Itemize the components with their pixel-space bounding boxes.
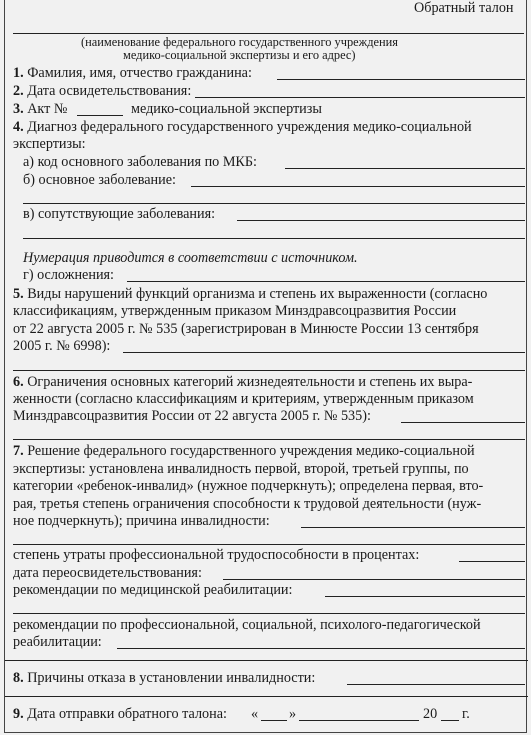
item-8-label: 8. Причины отказа в установлении инвалидности: [13,670,316,686]
item-4-label-line1: 4. Диагноз федерального государственного учреждения медико-социальной [13,119,472,135]
item-9-label: 9. Дата отправки обратного талона: [13,706,227,722]
other-rehab-label-line2: реабилитации: [13,634,102,650]
item-5-label-line4: 2005 г. № 6998): [13,338,111,354]
date-open-quote: « [251,706,259,722]
activity-limitations-field[interactable] [401,422,525,423]
item-7-label-line4: рая, третья степень ограничения способности к трудовой деятельности (нуж- [13,496,482,512]
item-5-label-line3: от 22 августа 2005 г. № 535 (зарегистрирован в Минюсте России 13 сентября [13,321,479,337]
function-impairments-field[interactable] [123,352,525,353]
disability-cause-field[interactable] [301,527,525,528]
year-suffix: г. [462,706,470,722]
form-title: Обратный талон [414,0,514,16]
item-6-label-line3: Минздравсоцразвития России от 22 августа 2005 г. № 535): [13,408,371,424]
item-7-label-line2: экспертизы: установлена инвалидность первой, второй, третьей группы, по [13,461,469,477]
complications-field[interactable] [127,281,525,282]
item-4g-label: г) осложнения: [23,267,114,283]
medical-rehab-field-cont[interactable] [13,613,525,614]
send-day-field[interactable] [261,720,287,721]
main-disease-field-cont[interactable] [23,203,525,204]
exam-date-field[interactable] [195,97,525,98]
disability-cause-field-cont[interactable] [13,544,525,545]
concomitant-diseases-field[interactable] [237,220,525,221]
act-number-field[interactable] [77,115,123,116]
medical-rehab-field[interactable] [325,596,525,597]
item-6-label-line1: 6. Ограничения основных категорий жизнедеятельности и степень их выра- [13,374,473,390]
numbering-note: Нумерация приводится в соответствии с источником. [23,250,358,266]
return-coupon-form [4,0,527,733]
item-6-label-line2: женности (согласно классификациям и критериям, утвержденным приказом [13,391,474,407]
icd-code-field[interactable] [285,168,525,169]
main-disease-field[interactable] [191,186,525,187]
item-5-label-line1: 5. Виды нарушений функций организма и степень их выраженности (согласно [13,286,488,302]
medical-rehab-label: рекомендации по медицинской реабилитации: [13,582,293,598]
item-4c-label: в) сопутствующие заболевания: [23,206,216,222]
item-4a-label: а) код основного заболевания по МКБ: [23,154,257,170]
function-impairments-field-cont[interactable] [13,370,525,371]
section-divider-2 [5,696,528,697]
item-4-label-line2: экспертизы: [13,136,86,152]
send-month-field[interactable] [299,720,419,721]
refusal-reasons-field[interactable] [347,684,525,685]
institution-name-field[interactable] [13,33,524,34]
year-prefix: 20 [423,706,438,722]
item-2-label: 2. Дата освидетельствования: [13,83,192,99]
item-3-label-a: 3. Акт № [13,101,68,117]
section-divider [5,660,528,661]
item-7-label-line3: категории «ребенок-инвалид» (нужное подчеркнуть); определена первая, вто- [13,478,484,494]
reexam-date-label: дата переосвидетельствования: [13,565,202,581]
work-capacity-loss-field[interactable] [459,561,525,562]
item-7-label-line5: ное подчеркнуть); причина инвалидности: [13,513,270,529]
item-7-label-line1: 7. Решение федерального государственного учреждения медико-социальной [13,443,475,459]
item-5-label-line2: классификациям, утвержденным приказом Минздравсоцразвития России [13,303,457,319]
item-1-label: 1. Фамилия, имя, отчество гражданина: [13,65,252,81]
item-3-label-b: медико-социальной экспертизы [131,101,322,117]
other-rehab-label-line1: рекомендации по профессиональной, социальной, психолого-педагогической [13,617,481,633]
date-close-quote: » [289,706,297,722]
full-name-field[interactable] [277,79,525,80]
send-year-field[interactable] [441,720,459,721]
concomitant-diseases-field-cont[interactable] [23,238,525,239]
item-4b-label: б) основное заболевание: [23,172,176,188]
reexam-date-field[interactable] [223,579,525,580]
institution-caption-line2: медико-социальной экспертизы и его адрес) [123,48,356,62]
activity-limitations-field-cont[interactable] [13,439,525,440]
work-capacity-loss-label: степень утраты профессиональной трудоспособности в процентах: [13,547,420,563]
other-rehab-field[interactable] [117,648,525,649]
institution-caption-line1: (наименование федерального государственного учреждения [81,35,398,49]
